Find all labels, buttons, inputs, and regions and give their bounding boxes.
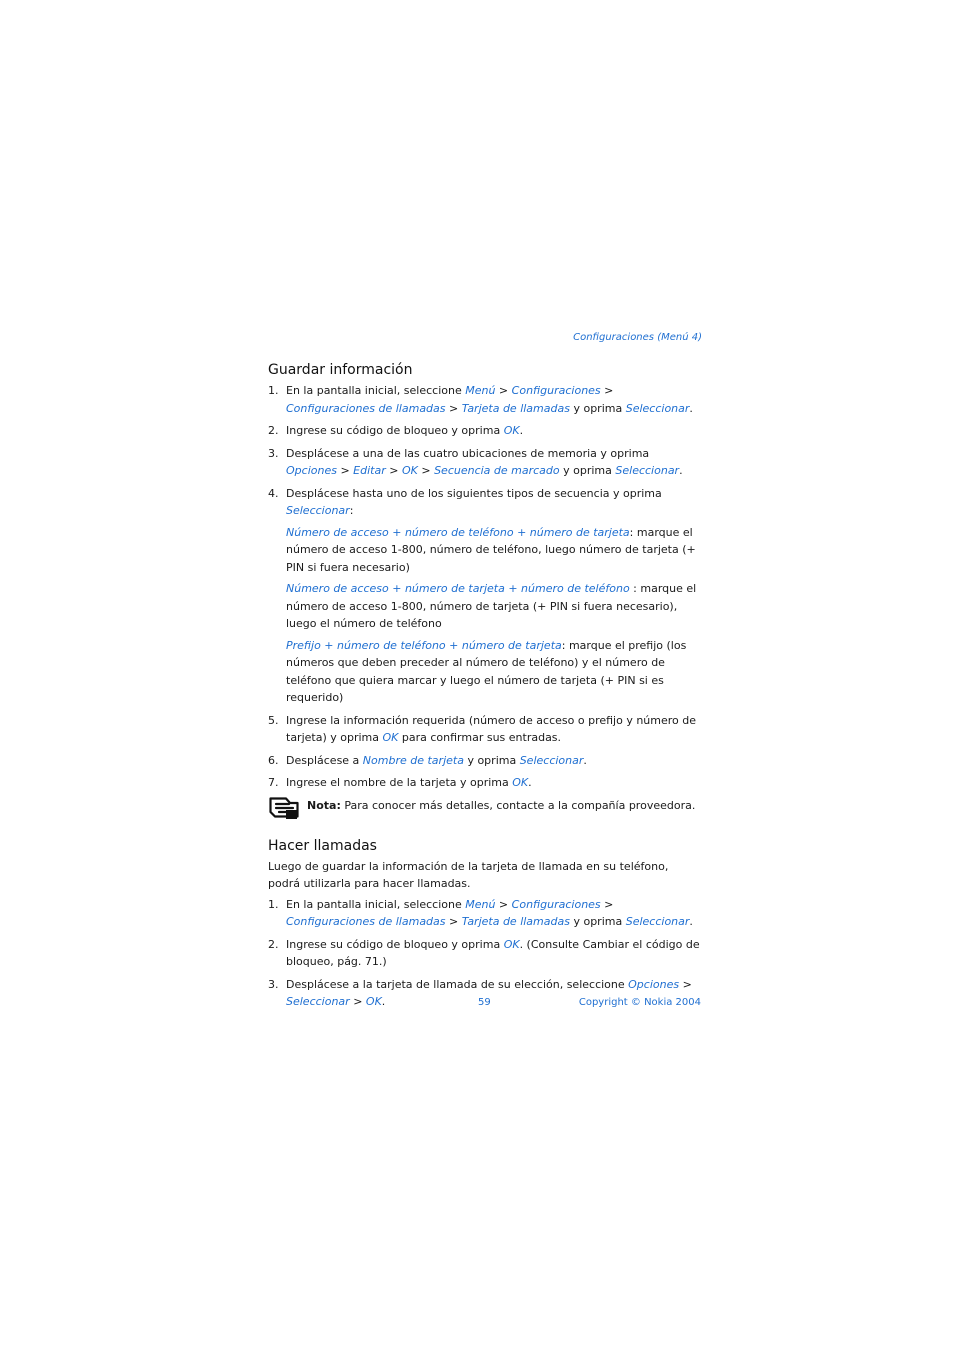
sequence-option — [286, 637, 702, 707]
step-number: 1. — [268, 384, 279, 397]
menu-link: Menú — [465, 384, 496, 397]
step-text: > — [495, 897, 512, 911]
step-text: Ingrese la información requerida (número de acceso o prefijo y número de tarjeta) y oprima — [286, 713, 697, 744]
option-description: : marque el número de acceso 1-800, número de tarjeta (+ PIN si fuera necesario), luego el número de teléfono — [286, 582, 697, 630]
step-text: y oprima — [463, 753, 520, 767]
menu-link: Tarjeta de llamadas — [461, 915, 570, 928]
step-text: . — [519, 424, 524, 437]
menu-link: OK — [365, 995, 382, 1008]
note-hand-icon — [269, 796, 299, 820]
list-item — [268, 445, 702, 480]
step-text: : — [349, 504, 354, 517]
step-number: 4. — [268, 486, 279, 500]
menu-link: Configuraciones — [511, 384, 601, 397]
step-text: En la pantalla inicial, seleccione — [286, 897, 466, 911]
option-name: Número de acceso + número de teléfono + número de tarjeta — [286, 525, 630, 539]
step-text: > — [349, 995, 366, 1008]
menu-link: Seleccionar — [615, 464, 680, 477]
step-text: > — [600, 384, 614, 397]
step-text: En la pantalla inicial, seleccione — [286, 384, 466, 397]
note-box — [268, 797, 702, 821]
list-item — [268, 936, 702, 971]
menu-link: Seleccionar — [286, 995, 350, 1008]
menu-link: Seleccionar — [625, 915, 690, 928]
running-header: Configuraciones (Menú 4) — [573, 332, 702, 343]
menu-link: Menú — [465, 897, 496, 911]
option-description: : marque el prefijo (los números que deben preceder al número de teléfono) y el número de teléfono que quiera marcar y luego el número de tarjeta (+ PIN si es requerido) — [286, 638, 687, 704]
step-text: Ingrese su código de bloqueo y oprima — [286, 937, 504, 951]
menu-link: Seleccionar — [625, 401, 690, 415]
menu-link: Configuraciones de llamadas — [286, 401, 446, 415]
step-text: > — [679, 977, 692, 991]
step-text: > — [417, 464, 435, 477]
menu-link: Seleccionar — [519, 753, 584, 767]
step-text: y oprima — [559, 464, 616, 477]
menu-link: OK — [503, 424, 520, 437]
step-text: Desplácese a — [286, 753, 363, 767]
menu-link: Seleccionar — [286, 504, 350, 517]
step-number: 2. — [268, 937, 279, 951]
menu-link: Configuraciones de llamadas — [286, 915, 446, 928]
step-text: . — [583, 753, 587, 767]
step-number: 6. — [268, 753, 279, 767]
page-content — [268, 361, 702, 1016]
step-text: . — [679, 464, 683, 477]
menu-link: Secuencia de marcado — [434, 464, 560, 477]
list-item — [268, 712, 702, 747]
step-text: Desplácese a una de las cuatro ubicaciones de memoria y oprima — [286, 446, 650, 460]
menu-link: Tarjeta de llamadas — [461, 401, 570, 415]
step-number: 7. — [268, 776, 279, 789]
step-text: > — [385, 464, 402, 477]
step-text: > — [445, 401, 462, 415]
menu-link: OK — [382, 731, 399, 744]
step-text: Ingrese el nombre de la tarjeta y oprima — [286, 776, 513, 789]
step-number: 5. — [268, 713, 279, 727]
list-item — [268, 896, 702, 931]
sequence-option — [286, 580, 702, 633]
menu-link: Configuraciones — [511, 897, 601, 911]
step-text: > — [336, 464, 354, 477]
step-text: > — [495, 384, 512, 397]
option-name: Número de acceso + número de tarjeta + número de teléfono — [286, 582, 630, 595]
step-text: . — [381, 995, 386, 1008]
step-text: . — [689, 401, 693, 415]
list-item — [268, 774, 702, 792]
sequence-option — [286, 524, 702, 577]
copyright-notice: Copyright © Nokia 2004 — [578, 997, 701, 1008]
section-intro: Luego de guardar la información de la tarjeta de llamada en su teléfono, podrá utilizarla para hacer llamadas. — [268, 859, 669, 890]
list-item — [268, 422, 702, 440]
step-text: para confirmar sus entradas. — [398, 731, 562, 744]
note-text: Para conocer más detalles, contacte a la compañía proveedora. — [340, 798, 696, 812]
option-description: : marque el número de acceso 1-800, número de teléfono, luego número de tarjeta (+ PIN si fuera necesario) — [286, 525, 696, 574]
step-text: Ingrese su código de bloqueo y oprima — [286, 424, 504, 437]
menu-link: OK — [512, 776, 529, 789]
menu-link: Opciones — [286, 464, 337, 477]
list-item — [268, 485, 702, 707]
note-label: Nota: — [307, 798, 341, 812]
step-number: 2. — [268, 424, 279, 437]
step-text: > — [445, 915, 462, 928]
list-item — [268, 382, 702, 417]
menu-link: Nombre de tarjeta — [362, 753, 464, 767]
section-title-hacer: Hacer llamadas — [268, 837, 377, 854]
step-text: Desplácese hasta uno de los siguientes tipos de secuencia y oprima — [286, 486, 662, 500]
option-name: Prefijo + número de teléfono + número de tarjeta — [286, 638, 562, 652]
menu-link: OK — [401, 464, 418, 477]
step-text: . (Consulte Cambiar el código de bloqueo, pág. 71.) — [286, 937, 700, 968]
step-text: y oprima — [569, 915, 626, 928]
step-text: . — [528, 776, 532, 789]
step-text: > — [600, 897, 614, 911]
step-text: . — [689, 915, 693, 928]
section-title-guardar: Guardar información — [268, 362, 413, 378]
page-number: 59 — [478, 997, 491, 1008]
step-number: 3. — [268, 977, 279, 991]
step-text: Desplácese a la tarjeta de llamada de su elección, seleccione — [286, 977, 629, 991]
step-number: 3. — [268, 446, 279, 460]
list-item — [268, 752, 702, 770]
step-text: y oprima — [569, 401, 626, 415]
menu-link: Opciones — [628, 977, 680, 991]
step-number: 1. — [268, 897, 279, 911]
menu-link: OK — [503, 937, 520, 951]
menu-link: Editar — [353, 464, 386, 477]
